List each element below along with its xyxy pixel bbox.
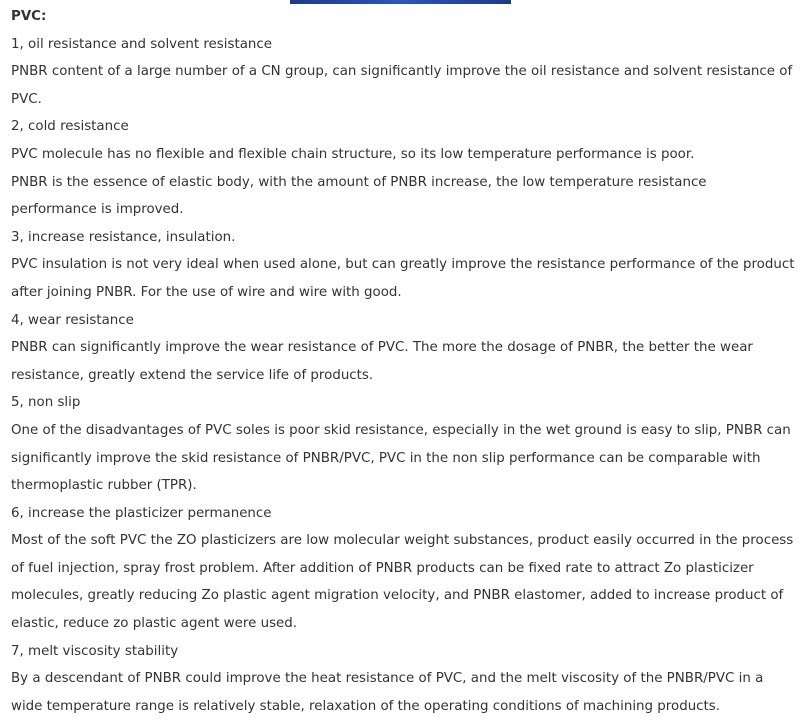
- paragraph-line: after joining PNBR. For the use of wire and wire with good.: [11, 284, 402, 300]
- paragraph-line: One of the disadvantages of PVC soles is poor skid resistance, especially in the wet ground is easy to slip, PNBR can: [11, 422, 791, 438]
- paragraph-line: of fuel injection, spray frost problem. After addition of PNBR products can be fixed rate to attract Zo plasticizer: [11, 560, 754, 576]
- paragraph-line: PVC molecule has no flexible and flexible chain structure, so its low temperature performance is poor.: [11, 146, 695, 162]
- section-heading: PVC:: [11, 9, 47, 24]
- paragraph-line: molecules, greatly reducing Zo plastic agent migration velocity, and PNBR elastomer, added to increase product of: [11, 588, 784, 604]
- paragraph-line: resistance, greatly extend the service life of products.: [11, 367, 374, 383]
- item-title-non-slip: 5, non slip: [11, 395, 81, 411]
- item-title-oil-resistance: 1, oil resistance and solvent resistance: [11, 36, 273, 52]
- item-title-melt-viscosity: 7, melt viscosity stability: [11, 643, 179, 659]
- paragraph-line: PVC insulation is not very ideal when used alone, but can greatly improve the resistance performance of the product: [11, 257, 795, 273]
- paragraph-line: significantly improve the skid resistance of PNBR/PVC, PVC in the non slip performance can be comparable with: [11, 450, 761, 466]
- item-title-insulation: 3, increase resistance, insulation.: [11, 229, 236, 245]
- paragraph-line: PNBR can significantly improve the wear resistance of PVC. The more the dosage of PNBR, the better the wear: [11, 340, 753, 356]
- item-title-cold-resistance: 2, cold resistance: [11, 119, 129, 135]
- paragraph-line: performance is improved.: [11, 202, 184, 218]
- paragraph-line: PNBR content of a large number of a CN group, can significantly improve the oil resistance and solvent resistance of: [11, 64, 793, 80]
- paragraph-line: elastic, reduce zo plastic agent were used.: [11, 616, 298, 632]
- item-title-wear-resistance: 4, wear resistance: [11, 312, 134, 328]
- paragraph-line: By a descendant of PNBR could improve the heat resistance of PVC, and the melt viscosity of the PNBR/PVC in a: [11, 671, 764, 687]
- paragraph-line: PNBR is the essence of elastic body, with the amount of PNBR increase, the low temperature resistance: [11, 174, 707, 190]
- paragraph-line: PVC.: [11, 91, 42, 107]
- article-body: [11, 3, 801, 720]
- paragraph-line: thermoplastic rubber (TPR).: [11, 478, 197, 494]
- item-title-plasticizer-permanence: 6, increase the plasticizer permanence: [11, 505, 272, 521]
- paragraph-line: Most of the soft PVC the ZO plasticizers are low molecular weight substances, product easily occurred in the process: [11, 533, 794, 549]
- paragraph-line: wide temperature range is relatively stable, relaxation of the operating conditions of machining products.: [11, 698, 721, 714]
